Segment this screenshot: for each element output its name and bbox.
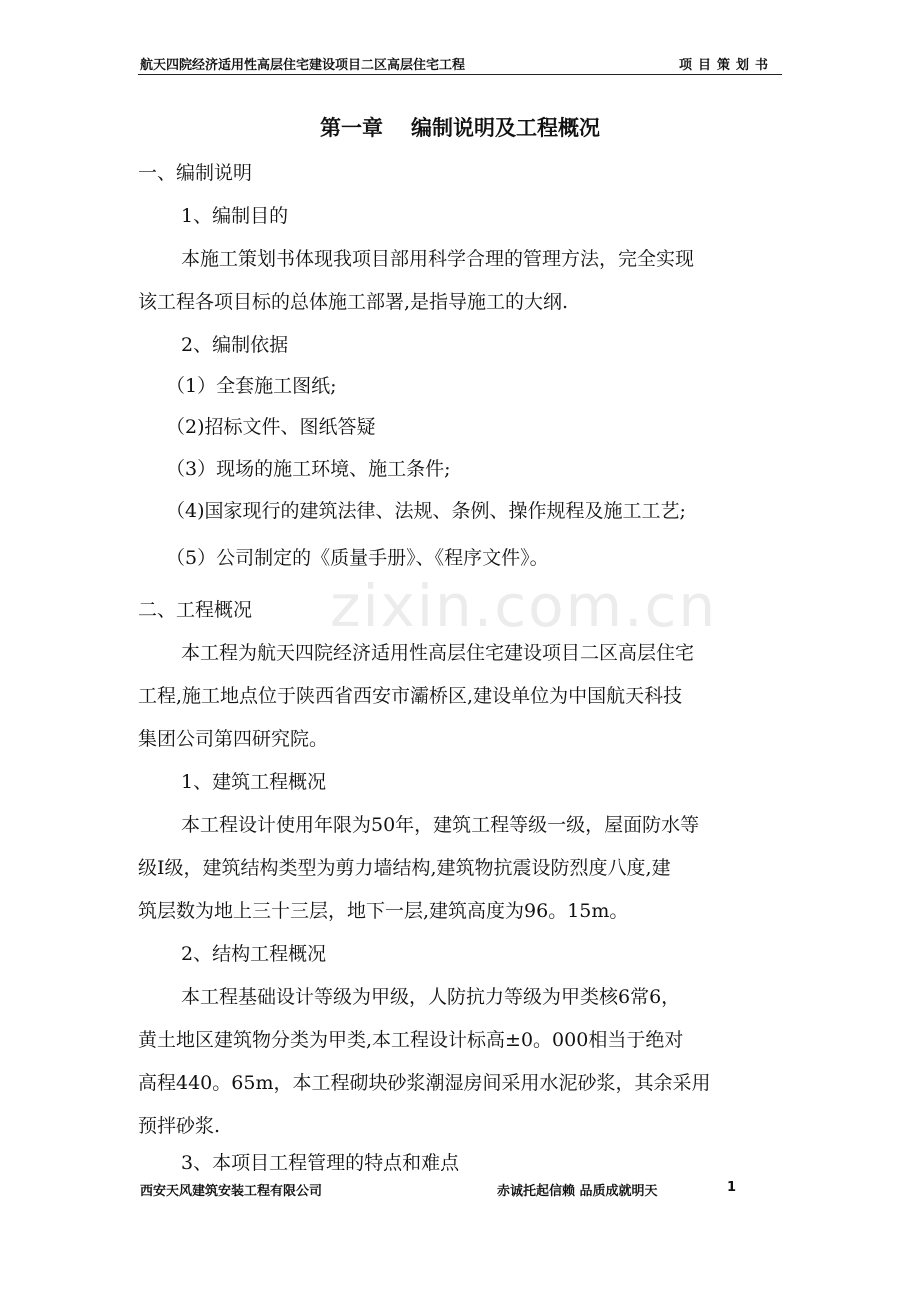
watermark: zixin.com.cn bbox=[330, 572, 718, 640]
paragraph-line: 本工程设计使用年限为50年，建筑工程等级一级，屋面防水等 bbox=[181, 814, 700, 836]
chapter-name: 编制说明及工程概况 bbox=[411, 116, 600, 140]
subsection-heading: 1、建筑工程概况 bbox=[181, 771, 327, 793]
paragraph-line: 高程440。65m，本工程砌块砂浆潮湿房间采用水泥砂浆，其余采用 bbox=[138, 1072, 711, 1094]
subsection-heading: 2、结构工程概况 bbox=[181, 943, 327, 965]
paragraph-line: 本工程基础设计等级为甲级，人防抗力等级为甲类核6常6， bbox=[181, 986, 681, 1008]
list-item: （5）公司制定的《质量手册》、《程序文件》。 bbox=[166, 547, 549, 569]
paragraph-line: 级Ⅰ级，建筑结构类型为剪力墙结构,建筑物抗震设防烈度八度,建 bbox=[138, 857, 671, 879]
list-item: （3）现场的施工环境、施工条件; bbox=[166, 458, 451, 480]
section-heading-2: 二、工程概况 bbox=[138, 599, 253, 621]
footer-page-number: 1 bbox=[727, 1180, 737, 1195]
header-project-name: 航天四院经济适用性高层住宅建设项目二区高层住宅工程 bbox=[140, 58, 466, 73]
list-item: （1）全套施工图纸; bbox=[166, 375, 337, 397]
subsection-heading: 2、编制依据 bbox=[181, 334, 289, 356]
page-header bbox=[138, 52, 782, 75]
footer-slogan: 赤诚托起信赖 品质成就明天 bbox=[497, 1184, 658, 1199]
header-doc-type: 项目策划书 bbox=[678, 58, 774, 73]
list-item: （2)招标文件、图纸答疑 bbox=[166, 416, 376, 438]
subsection-heading: 3、本项目工程管理的特点和难点 bbox=[181, 1152, 460, 1174]
paragraph-line: 本工程为航天四院经济适用性高层住宅建设项目二区高层住宅 bbox=[181, 642, 695, 664]
chapter-number: 第一章 bbox=[320, 116, 383, 140]
paragraph-line: 筑层数为地上三十三层，地下一层,建筑高度为96。15m。 bbox=[138, 900, 629, 922]
subsection-heading: 1、编制目的 bbox=[181, 205, 289, 227]
list-item: （4)国家现行的建筑法律、法规、条例、操作规程及施工工艺; bbox=[166, 500, 686, 522]
footer-company: 西安天风建筑安装工程有限公司 bbox=[140, 1184, 323, 1199]
paragraph-line: 本施工策划书体现我项目部用科学合理的管理方法，完全实现 bbox=[181, 248, 695, 270]
paragraph-line: 工程,施工地点位于陕西省西安市灞桥区,建设单位为中国航天科技 bbox=[138, 685, 683, 707]
paragraph-line: 该工程各项目标的总体施工部署,是指导施工的大纲. bbox=[138, 291, 569, 313]
chapter-title bbox=[0, 112, 920, 142]
section-heading-1: 一、编制说明 bbox=[138, 162, 253, 184]
paragraph-line: 黄土地区建筑物分类为甲类,本工程设计标高±0。000相当于绝对 bbox=[138, 1029, 684, 1051]
paragraph-line: 预拌砂浆. bbox=[138, 1115, 221, 1137]
paragraph-line: 集团公司第四研究院。 bbox=[138, 728, 329, 750]
